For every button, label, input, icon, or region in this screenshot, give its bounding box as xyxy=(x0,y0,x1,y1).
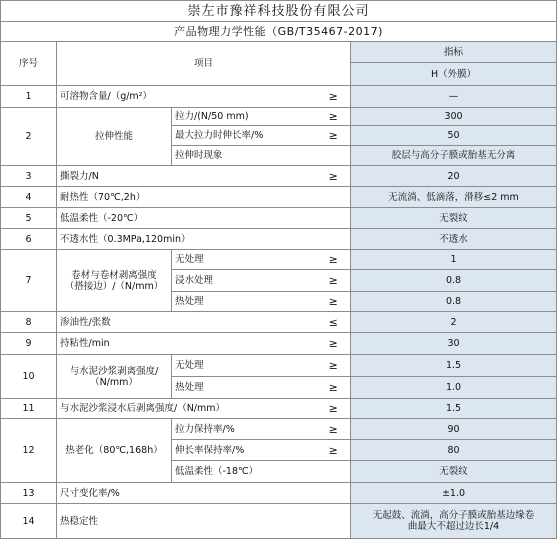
sub-item-label: 无处理 xyxy=(172,355,317,377)
sub-item-label: 浸水处理 xyxy=(172,270,317,292)
row-number: 7 xyxy=(1,250,57,312)
operator: ≥ xyxy=(317,355,351,377)
indicator-value: ±1.0 xyxy=(351,483,557,504)
indicator-value: 0.8 xyxy=(351,292,557,312)
item-label: 持粘性/min xyxy=(57,333,317,355)
header-item: 项目 xyxy=(57,42,351,86)
operator: ≥ xyxy=(317,292,351,312)
operator: ≥ xyxy=(317,250,351,270)
operator: ≥ xyxy=(317,377,351,399)
row-number: 2 xyxy=(1,108,57,166)
item-label: 热稳定性 xyxy=(57,504,351,539)
header-index: 序号 xyxy=(1,42,57,86)
table-row xyxy=(1,419,557,440)
sub-item-label: 热处理 xyxy=(172,292,317,312)
item-label-line: （搭接边）/（N/mm） xyxy=(64,280,164,292)
table-row xyxy=(1,208,557,229)
row-number: 8 xyxy=(1,312,57,333)
row-number: 11 xyxy=(1,399,57,419)
table-row xyxy=(1,229,557,250)
indicator-value: — xyxy=(351,86,557,108)
table-row xyxy=(1,86,557,108)
item-label: 不透水性（0.3MPa,120min） xyxy=(57,229,351,250)
operator: ≥ xyxy=(317,270,351,292)
operator: ≤ xyxy=(317,312,351,333)
row-number: 10 xyxy=(1,355,57,399)
operator: ≥ xyxy=(317,126,351,146)
indicator-value: 无流淌、低滴落，滑移≤2 mm xyxy=(351,187,557,208)
table-row xyxy=(1,108,557,126)
table-row xyxy=(1,355,557,377)
indicator-value: 30 xyxy=(351,333,557,355)
table-row xyxy=(1,250,557,270)
item-label-line: 卷材与卷材剥离强度 xyxy=(71,269,157,281)
item-label xyxy=(57,250,172,312)
operator: ≥ xyxy=(317,86,351,108)
indicator-value: 1 xyxy=(351,250,557,270)
operator: ≥ xyxy=(317,399,351,419)
table-row xyxy=(1,187,557,208)
table-row xyxy=(1,166,557,187)
indicator-value: 20 xyxy=(351,166,557,187)
operator: ≥ xyxy=(317,419,351,440)
sub-item-label: 拉力保持率/% xyxy=(172,419,317,440)
operator: ≥ xyxy=(317,166,351,187)
item-label: 可溶物含量/（g/m²） xyxy=(57,86,317,108)
operator xyxy=(317,146,351,166)
indicator-value: 1.0 xyxy=(351,377,557,399)
row-number: 3 xyxy=(1,166,57,187)
table-row xyxy=(1,483,557,504)
table-row xyxy=(1,312,557,333)
table-row xyxy=(1,399,557,419)
item-label: 热老化（80℃,168h） xyxy=(57,419,172,483)
indicator-value-line: 无起鼓、流淌，高分子膜或胎基边缘卷 xyxy=(372,510,535,521)
sub-item-label: 最大拉力时伸长率/% xyxy=(172,126,317,146)
indicator-value xyxy=(351,504,557,539)
sub-item-label: 无处理 xyxy=(172,250,317,270)
indicator-value: 0.8 xyxy=(351,270,557,292)
item-label: 拉伸性能 xyxy=(57,108,172,166)
operator: ≥ xyxy=(317,333,351,355)
row-number: 14 xyxy=(1,504,57,539)
row-number: 4 xyxy=(1,187,57,208)
row-number: 6 xyxy=(1,229,57,250)
item-label: 耐热性（70℃,2h） xyxy=(57,187,351,208)
indicator-value: 300 xyxy=(351,108,557,126)
sub-item-label: 拉力/(N/50 mm) xyxy=(172,108,317,126)
indicator-value: 2 xyxy=(351,312,557,333)
item-label: 与水泥沙浆浸水后剥离强度/（N/mm） xyxy=(57,399,317,419)
indicator-value: 胶层与高分子膜或胎基无分离 xyxy=(351,146,557,166)
item-label: 撕裂力/N xyxy=(57,166,317,187)
row-number: 9 xyxy=(1,333,57,355)
sub-item-label: 低温柔性（-18℃） xyxy=(172,461,351,483)
indicator-value: 1.5 xyxy=(351,399,557,419)
indicator-value-line: 曲最大不超过边长1/4 xyxy=(407,521,500,532)
row-number: 1 xyxy=(1,86,57,108)
company-name: 崇左市豫祥科技股份有限公司 xyxy=(1,1,557,22)
item-label xyxy=(57,355,172,399)
sub-item-label: 拉伸时现象 xyxy=(172,146,317,166)
operator: ≥ xyxy=(317,108,351,126)
indicator-value: 50 xyxy=(351,126,557,146)
row-number: 12 xyxy=(1,419,57,483)
item-label: 低温柔性（-20℃） xyxy=(57,208,351,229)
item-label: 渗油性/张数 xyxy=(57,312,317,333)
item-label: 尺寸变化率/% xyxy=(57,483,351,504)
indicator-value: 1.5 xyxy=(351,355,557,377)
indicator-value: 不透水 xyxy=(351,229,557,250)
item-label-line: 与水泥沙浆剥离强度/ xyxy=(69,365,159,377)
indicator-value: 90 xyxy=(351,419,557,440)
row-number: 5 xyxy=(1,208,57,229)
row-number: 13 xyxy=(1,483,57,504)
indicator-value: 无裂纹 xyxy=(351,461,557,483)
standard-title: 产品物理力学性能（GB/T35467-2017) xyxy=(1,22,557,42)
operator: ≥ xyxy=(317,440,351,461)
indicator-value: 无裂纹 xyxy=(351,208,557,229)
table-row xyxy=(1,504,557,539)
indicator-value: 80 xyxy=(351,440,557,461)
sub-item-label: 伸长率保持率/% xyxy=(172,440,317,461)
header-indicator: 指标 xyxy=(351,42,557,63)
sub-item-label: 热处理 xyxy=(172,377,317,399)
table-row xyxy=(1,333,557,355)
header-type: H（外膜） xyxy=(351,63,557,86)
item-label-line: （N/mm） xyxy=(90,376,138,388)
